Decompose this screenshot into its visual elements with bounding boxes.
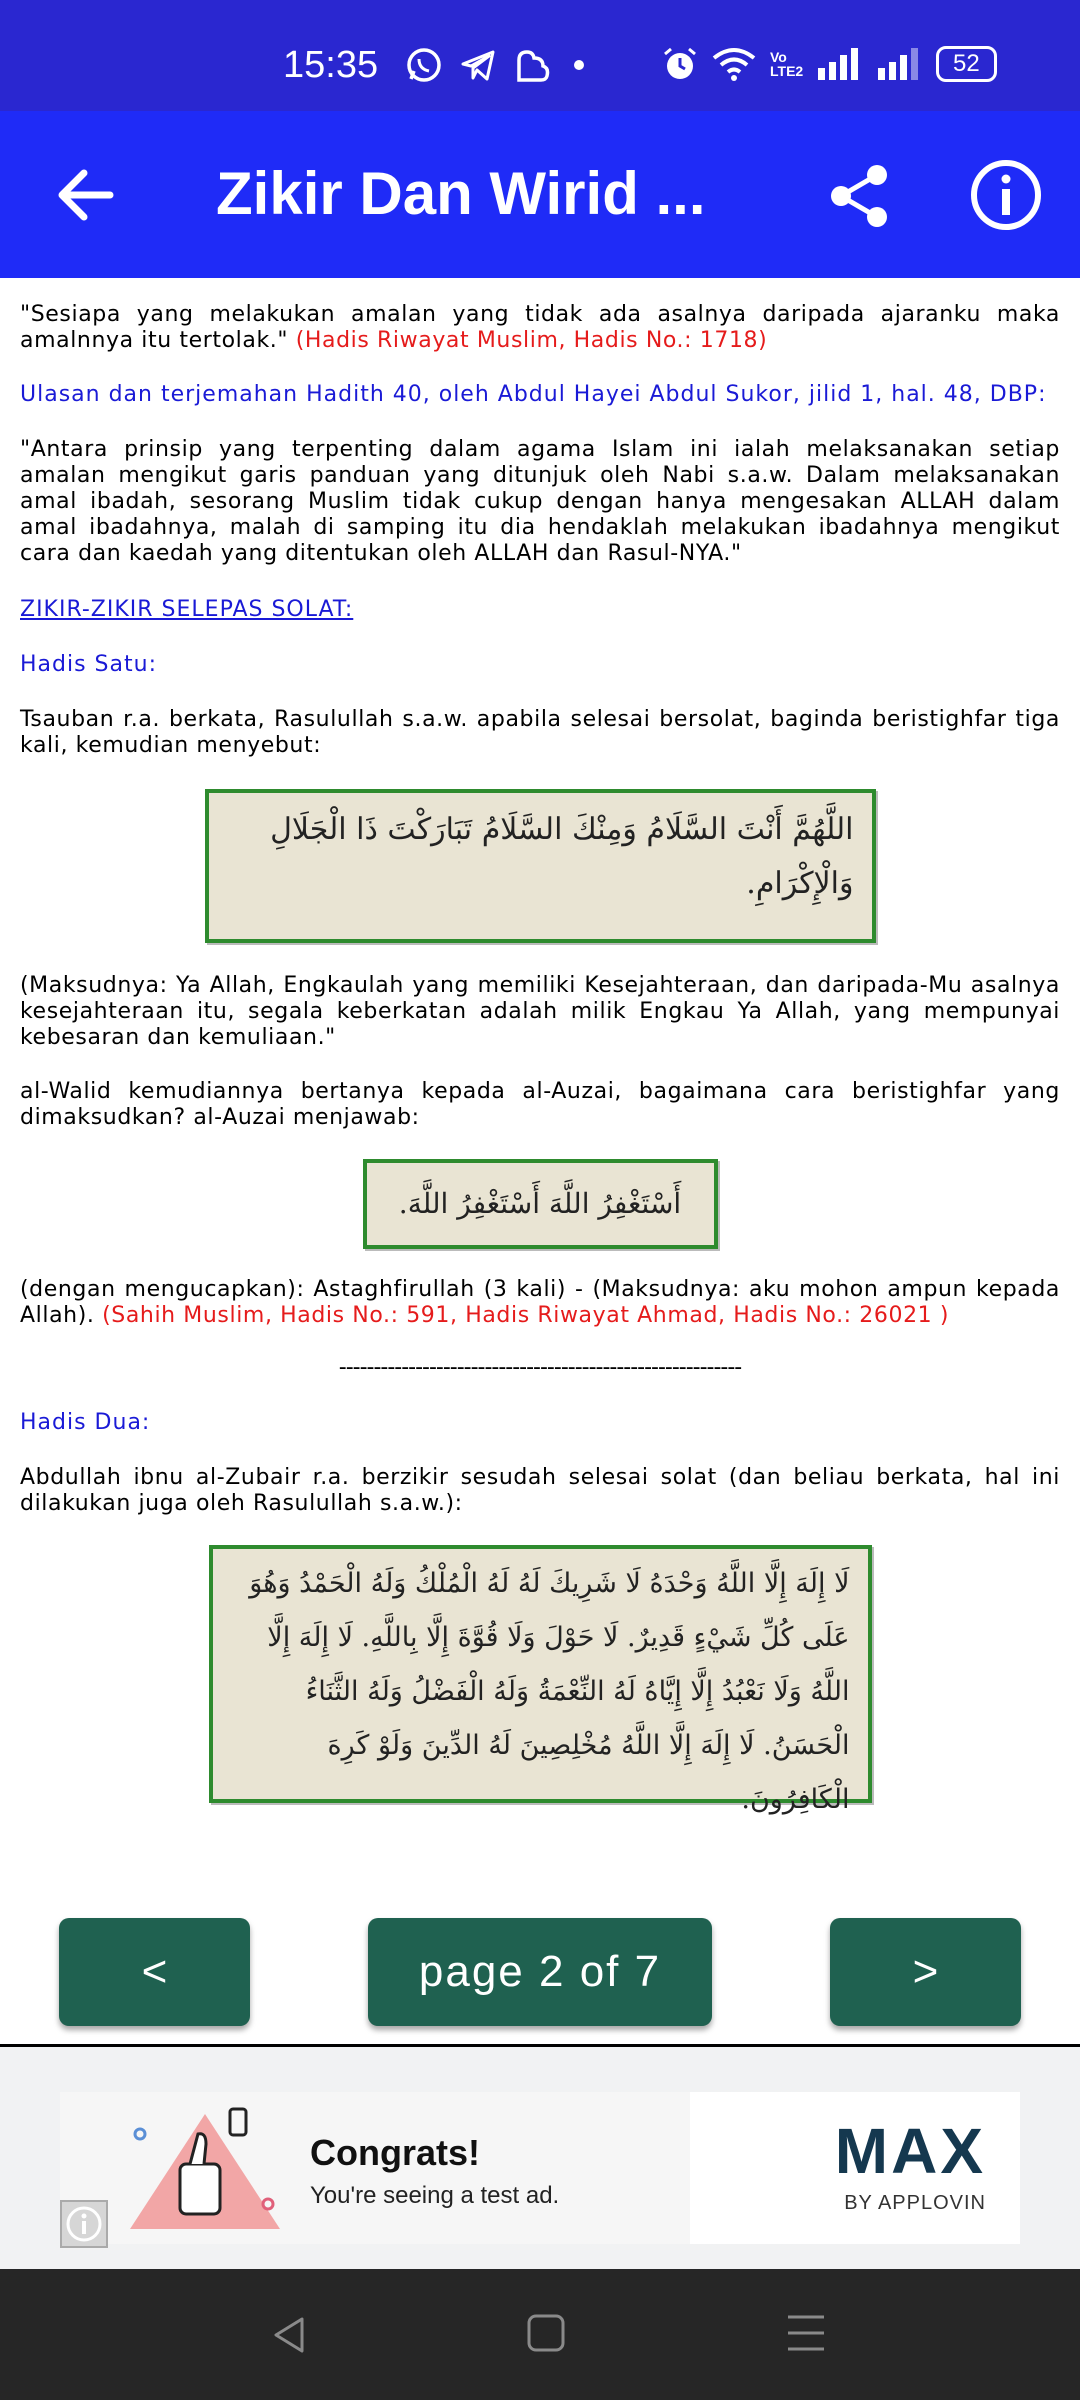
back-arrow-icon[interactable] <box>50 159 122 231</box>
arabic-dua-text-1: اللَّهُمَّ أَنْتَ السَّلَامُ وَمِنْكَ السَّلَامُ تَبَارَكْتَ ذَا الْجَلَالِ وَالْإِكْرَامِ. <box>270 812 854 901</box>
cloud-app-icon <box>513 46 551 84</box>
status-time: 15:35 <box>283 44 379 86</box>
wifi-icon <box>712 46 756 82</box>
next-page-button[interactable]: > <box>830 1918 1021 2026</box>
ad-brand-subtitle: BY APPLOVIN <box>844 2192 986 2214</box>
signal-2-icon <box>876 46 922 82</box>
status-bar <box>0 0 1080 111</box>
ad-brand-panel <box>690 2092 1020 2244</box>
astaghfir-reference: (Sahih Muslim, Hadis No.: 591, Hadis Riwayat Ahmad, Hadis No.: 26021 ) <box>102 1303 950 1328</box>
hadis-dua-intro: Abdullah ibnu al-Zubair r.a. berzikir sesudah selesai solat (dan beliau berkata, hal ini dilakukan juga oleh Rasulullah s.a.w.): <box>20 1465 1060 1516</box>
astaghfir-text: (dengan mengucapkan): Astaghfirullah (3 kali) - (Maksudnya: aku mohon ampun kepada Allah). <box>20 1277 1060 1328</box>
app-bar <box>0 111 1080 278</box>
source-heading: Ulasan dan terjemahan Hadith 40, oleh Abdul Hayei Abdul Sukor, jilid 1, hal. 48, DBP: <box>20 382 1047 407</box>
ad-brand-logo: MAX <box>834 2115 986 2187</box>
dot-icon <box>567 46 591 84</box>
volte-indicator: Vo LTE2 <box>770 49 804 79</box>
hadis-satu-intro: Tsauban r.a. berkata, Rasulullah s.a.w. apabila selesai bersolat, baginda beristighfar tiga kali, kemudian menyebut: <box>20 707 1060 758</box>
system-icons <box>662 46 997 82</box>
hadith-quote: "Sesiapa yang melakukan amalan yang tidak ada asalnya daripada ajaranku maka amalnnya itu tertolak." <box>20 302 1060 353</box>
page-indicator-button[interactable]: page 2 of 7 <box>368 1918 712 2026</box>
walid-question: al-Walid kemudiannya bertanya kepada al-Auzai, bagaimana cara beristighfar yang dimaksudkan? al-Auzai menjawab: <box>20 1079 1060 1130</box>
nav-back-icon[interactable] <box>268 2313 312 2357</box>
alarm-icon <box>662 46 698 82</box>
ad-title: Congrats! <box>310 2132 480 2173</box>
app-title: Zikir Dan Wirid ... <box>216 160 706 227</box>
battery-indicator: 52 <box>936 46 997 82</box>
nav-home-icon[interactable] <box>526 2313 566 2353</box>
hadis-satu-title: Hadis Satu: <box>20 652 157 677</box>
signal-icon <box>816 46 862 82</box>
prev-page-button[interactable]: < <box>59 1918 250 2026</box>
system-nav-bar <box>0 2269 1080 2400</box>
ad-banner-area <box>0 2047 1080 2269</box>
hadith-quote-paragraph <box>20 302 1060 354</box>
arabic-dua-text-3: لَا إِلَهَ إِلَّا اللَّهُ وَحْدَهُ لَا شَرِيكَ لَهُ لَهُ الْمُلْكُ وَلَهُ الْحَمْدُ وَهُوَ عَلَى كُلِّ شَيْءٍ قَدِيرٌ. لَا حَوْلَ وَلَا قُوَّةَ إِلَّا بِاللَّهِ. لَا إِلَهَ إِلَّا اللَّهُ وَلَا نَعْبُدُ إِلَّا إِيَّاهُ لَهُ النِّعْمَةُ وَلَهُ الْفَضْلُ وَلَهُ الثَّنَاءُ الْحَسَنُ. لَا إِلَهَ إِلَّا اللَّهُ مُخْلِصِينَ لَهُ الدِّينَ وَلَوْ كَرِهَ الْكَافِرُونَ. <box>249 1568 850 1815</box>
principle-paragraph: "Antara prinsip yang terpenting dalam agama Islam ini ialah melaksanakan setiap amalan mengikut garis panduan yang ditunjuk oleh Nabi s.a.w. Dalam melaksanakan amal ibadah, sesorang Muslim tidak cukup dengan hanya mengesakan ALLAH dalam amal ibadahnya, malah di samping itu dia hendaklah melakukan ibadahnya mengikut cara dan kaedah yang ditentukan oleh ALLAH dan Rasul-NYA." <box>20 437 1060 566</box>
arabic-dua-text-2: أَسْتَغْفِرُ اللَّهَ أَسْتَغْفِرُ اللَّهَ. <box>398 1187 682 1220</box>
notification-icons <box>405 46 591 84</box>
hadis-satu-meaning: (Maksudnya: Ya Allah, Engkaulah yang memiliki Kesejahteraan, dan daripada-Mu asalnya kesejahteraan itu, segala keberkatan adalah milik Engkau Ya Allah, yang mempunyai kebesaran dan kemuliaan." <box>20 973 1060 1050</box>
hadith-quote-reference: (Hadis Riwayat Muslim, Hadis No.: 1718) <box>295 328 768 353</box>
ad-banner[interactable] <box>60 2092 1020 2244</box>
section-title: ZIKIR-ZIKIR SELEPAS SOLAT: <box>20 597 354 622</box>
text-divider: ---------------------------------------------------------- <box>338 1355 742 1380</box>
ad-info-icon[interactable] <box>60 2200 108 2248</box>
article-content <box>20 278 1060 1815</box>
astaghfir-paragraph <box>20 1277 1060 1329</box>
telegram-icon <box>459 46 497 84</box>
arabic-dua-image-1 <box>205 789 876 943</box>
share-icon[interactable] <box>825 161 895 231</box>
nav-menu-icon[interactable] <box>784 2313 828 2353</box>
whatsapp-icon <box>405 46 443 84</box>
arabic-dua-image-2 <box>363 1159 718 1249</box>
arabic-dua-image-3 <box>209 1545 872 1815</box>
hadis-dua-title: Hadis Dua: <box>20 1410 151 1435</box>
thumbs-up-illustration-icon <box>120 2104 290 2234</box>
ad-subtitle: You're seeing a test ad. <box>310 2182 560 2209</box>
info-icon[interactable] <box>968 157 1044 233</box>
